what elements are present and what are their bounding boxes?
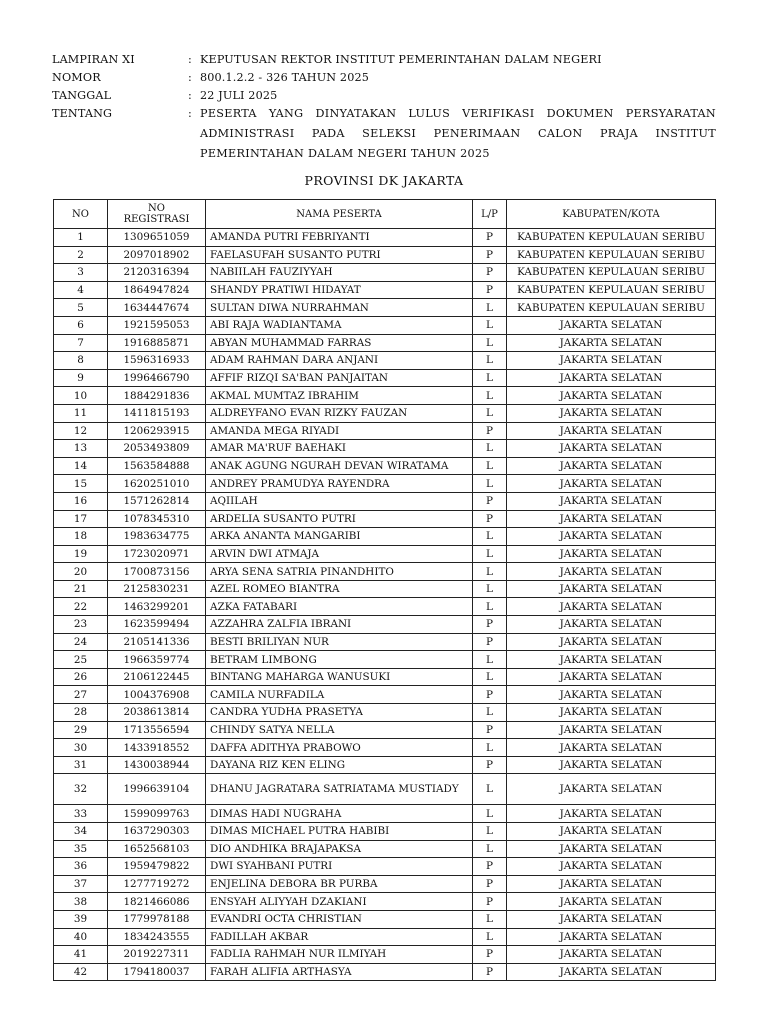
row-lp: L xyxy=(473,369,507,387)
row-lp: L xyxy=(473,545,507,563)
row-lp: L xyxy=(473,440,507,458)
row-kabupaten: JAKARTA SELATAN xyxy=(507,422,716,440)
table-row xyxy=(54,946,716,964)
table-body xyxy=(54,229,716,981)
table-row xyxy=(54,264,716,282)
row-no: 17 xyxy=(54,510,108,528)
row-kabupaten: JAKARTA SELATAN xyxy=(507,369,716,387)
table-row xyxy=(54,299,716,317)
table-row xyxy=(54,910,716,928)
row-registrasi: 1599099763 xyxy=(108,805,206,823)
row-lp: L xyxy=(473,704,507,722)
row-nama: AMANDA PUTRI FEBRIYANTI xyxy=(206,229,473,247)
row-kabupaten: JAKARTA SELATAN xyxy=(507,963,716,981)
row-lp: L xyxy=(473,910,507,928)
row-kabupaten: JAKARTA SELATAN xyxy=(507,686,716,704)
row-nama: BINTANG MAHARGA WANUSUKI xyxy=(206,668,473,686)
row-kabupaten: JAKARTA SELATAN xyxy=(507,668,716,686)
row-no: 18 xyxy=(54,528,108,546)
table-row xyxy=(54,404,716,422)
row-lp: L xyxy=(473,316,507,334)
row-kabupaten: JAKARTA SELATAN xyxy=(507,756,716,774)
table-row xyxy=(54,928,716,946)
row-registrasi: 1884291836 xyxy=(108,387,206,405)
row-kabupaten: JAKARTA SELATAN xyxy=(507,616,716,634)
table-row xyxy=(54,858,716,876)
row-nama: ADAM RAHMAN DARA ANJANI xyxy=(206,352,473,370)
row-lp: P xyxy=(473,721,507,739)
document-header xyxy=(52,51,716,164)
row-registrasi: 1430038944 xyxy=(108,756,206,774)
row-no: 41 xyxy=(54,946,108,964)
table-row xyxy=(54,387,716,405)
row-no: 31 xyxy=(54,756,108,774)
row-lp: P xyxy=(473,963,507,981)
row-kabupaten: JAKARTA SELATAN xyxy=(507,580,716,598)
row-no: 10 xyxy=(54,387,108,405)
row-registrasi: 2106122445 xyxy=(108,668,206,686)
row-lp: P xyxy=(473,893,507,911)
row-lp: L xyxy=(473,457,507,475)
row-registrasi: 1596316933 xyxy=(108,352,206,370)
row-nama: EVANDRI OCTA CHRISTIAN xyxy=(206,910,473,928)
row-nama: AFFIF RIZQI SA'BAN PANJAITAN xyxy=(206,369,473,387)
row-registrasi: 1959479822 xyxy=(108,858,206,876)
row-nama: CANDRA YUDHA PRASETYA xyxy=(206,704,473,722)
row-no: 14 xyxy=(54,457,108,475)
row-nama: AZKA FATABARI xyxy=(206,598,473,616)
row-kabupaten: KABUPATEN KEPULAUAN SERIBU xyxy=(507,229,716,247)
table-row xyxy=(54,369,716,387)
row-no: 23 xyxy=(54,616,108,634)
tanggal-label: TANGGAL xyxy=(52,89,112,102)
table-row xyxy=(54,633,716,651)
row-nama: ENSYAH ALIYYAH DZAKIANI xyxy=(206,893,473,911)
row-kabupaten: JAKARTA SELATAN xyxy=(507,651,716,669)
tanggal-value: 22 JULI 2025 xyxy=(200,89,278,102)
row-no: 40 xyxy=(54,928,108,946)
row-registrasi: 1637290303 xyxy=(108,823,206,841)
row-kabupaten: JAKARTA SELATAN xyxy=(507,946,716,964)
row-no: 25 xyxy=(54,651,108,669)
row-nama: ABYAN MUHAMMAD FARRAS xyxy=(206,334,473,352)
row-kabupaten: KABUPATEN KEPULAUAN SERIBU xyxy=(507,299,716,317)
row-nama: ANDREY PRAMUDYA RAYENDRA xyxy=(206,475,473,493)
row-no: 22 xyxy=(54,598,108,616)
row-lp: L xyxy=(473,805,507,823)
row-lp: P xyxy=(473,616,507,634)
row-lp: L xyxy=(473,598,507,616)
row-registrasi: 1004376908 xyxy=(108,686,206,704)
header-tanggal xyxy=(52,87,716,105)
col-header-no: NO xyxy=(54,200,108,229)
table-row xyxy=(54,440,716,458)
row-kabupaten: JAKARTA SELATAN xyxy=(507,404,716,422)
row-registrasi: 1620251010 xyxy=(108,475,206,493)
row-registrasi: 1821466086 xyxy=(108,893,206,911)
row-lp: L xyxy=(473,387,507,405)
lampiran-colon: : xyxy=(188,53,192,66)
row-kabupaten: KABUPATEN KEPULAUAN SERIBU xyxy=(507,281,716,299)
row-no: 4 xyxy=(54,281,108,299)
table-row xyxy=(54,545,716,563)
row-lp: L xyxy=(473,739,507,757)
table-row xyxy=(54,457,716,475)
row-nama: DIMAS MICHAEL PUTRA HABIBI xyxy=(206,823,473,841)
row-registrasi: 1834243555 xyxy=(108,928,206,946)
row-kabupaten: JAKARTA SELATAN xyxy=(507,823,716,841)
row-no: 16 xyxy=(54,492,108,510)
row-registrasi: 2038613814 xyxy=(108,704,206,722)
col-header-nama: NAMA PESERTA xyxy=(206,200,473,229)
table-row xyxy=(54,475,716,493)
row-kabupaten: JAKARTA SELATAN xyxy=(507,875,716,893)
row-lp: P xyxy=(473,756,507,774)
row-lp: P xyxy=(473,510,507,528)
row-kabupaten: JAKARTA SELATAN xyxy=(507,893,716,911)
table-row xyxy=(54,668,716,686)
row-registrasi: 1206293915 xyxy=(108,422,206,440)
participants-table xyxy=(53,199,716,981)
table-row xyxy=(54,651,716,669)
row-registrasi: 1411815193 xyxy=(108,404,206,422)
row-nama: DIMAS HADI NUGRAHA xyxy=(206,805,473,823)
row-no: 36 xyxy=(54,858,108,876)
col-header-registrasi-line2: REGISTRASI xyxy=(123,214,190,225)
row-registrasi: 1463299201 xyxy=(108,598,206,616)
row-lp: P xyxy=(473,492,507,510)
row-lp: L xyxy=(473,404,507,422)
row-nama: CAMILA NURFADILA xyxy=(206,686,473,704)
table-row xyxy=(54,580,716,598)
table-row xyxy=(54,229,716,247)
row-lp: P xyxy=(473,264,507,282)
row-no: 28 xyxy=(54,704,108,722)
row-kabupaten: JAKARTA SELATAN xyxy=(507,440,716,458)
row-kabupaten: JAKARTA SELATAN xyxy=(507,352,716,370)
row-no: 29 xyxy=(54,721,108,739)
row-registrasi: 2125830231 xyxy=(108,580,206,598)
row-registrasi: 2019227311 xyxy=(108,946,206,964)
row-nama: FADLIA RAHMAH NUR ILMIYAH xyxy=(206,946,473,964)
row-kabupaten: JAKARTA SELATAN xyxy=(507,633,716,651)
row-nama: ARKA ANANTA MANGARIBI xyxy=(206,528,473,546)
row-no: 42 xyxy=(54,963,108,981)
table-row xyxy=(54,316,716,334)
row-registrasi: 1700873156 xyxy=(108,563,206,581)
row-no: 39 xyxy=(54,910,108,928)
row-lp: L xyxy=(473,928,507,946)
row-registrasi: 1794180037 xyxy=(108,963,206,981)
row-registrasi: 2120316394 xyxy=(108,264,206,282)
table-row xyxy=(54,422,716,440)
row-lp: L xyxy=(473,334,507,352)
table-row xyxy=(54,840,716,858)
row-registrasi: 1563584888 xyxy=(108,457,206,475)
row-kabupaten: JAKARTA SELATAN xyxy=(507,492,716,510)
row-nama: ARVIN DWI ATMAJA xyxy=(206,545,473,563)
row-registrasi: 1571262814 xyxy=(108,492,206,510)
row-kabupaten: JAKARTA SELATAN xyxy=(507,598,716,616)
col-header-registrasi xyxy=(108,200,206,229)
row-kabupaten: JAKARTA SELATAN xyxy=(507,858,716,876)
row-registrasi: 1996639104 xyxy=(108,774,206,805)
row-kabupaten: JAKARTA SELATAN xyxy=(507,545,716,563)
table-row xyxy=(54,704,716,722)
row-kabupaten: JAKARTA SELATAN xyxy=(507,316,716,334)
table-row xyxy=(54,492,716,510)
header-tentang xyxy=(52,105,716,164)
row-nama: FADILLAH AKBAR xyxy=(206,928,473,946)
row-no: 34 xyxy=(54,823,108,841)
table-header-row xyxy=(54,200,716,229)
col-header-registrasi-line1: NO xyxy=(148,203,165,214)
row-registrasi: 1921595053 xyxy=(108,316,206,334)
tanggal-colon: : xyxy=(188,89,192,102)
row-nama: AMAR MA'RUF BAEHAKI xyxy=(206,440,473,458)
row-registrasi: 1277719272 xyxy=(108,875,206,893)
row-no: 9 xyxy=(54,369,108,387)
row-registrasi: 1078345310 xyxy=(108,510,206,528)
row-kabupaten: JAKARTA SELATAN xyxy=(507,928,716,946)
row-registrasi: 1983634775 xyxy=(108,528,206,546)
row-lp: L xyxy=(473,299,507,317)
row-registrasi: 1864947824 xyxy=(108,281,206,299)
row-no: 32 xyxy=(54,774,108,805)
row-registrasi: 1652568103 xyxy=(108,840,206,858)
nomor-label: NOMOR xyxy=(52,71,101,84)
header-lampiran xyxy=(52,51,716,69)
row-lp: P xyxy=(473,875,507,893)
row-no: 6 xyxy=(54,316,108,334)
row-nama: DWI SYAHBANI PUTRI xyxy=(206,858,473,876)
table-row xyxy=(54,528,716,546)
row-nama: AZZAHRA ZALFIA IBRANI xyxy=(206,616,473,634)
row-no: 19 xyxy=(54,545,108,563)
row-registrasi: 1779978188 xyxy=(108,910,206,928)
row-no: 21 xyxy=(54,580,108,598)
row-nama: DHANU JAGRATARA SATRIATAMA MUSTIADY xyxy=(206,774,473,805)
row-no: 37 xyxy=(54,875,108,893)
row-no: 15 xyxy=(54,475,108,493)
province-title: PROVINSI DK JAKARTA xyxy=(304,173,464,188)
row-no: 11 xyxy=(54,404,108,422)
row-no: 13 xyxy=(54,440,108,458)
row-kabupaten: JAKARTA SELATAN xyxy=(507,739,716,757)
table-row xyxy=(54,893,716,911)
row-lp: P xyxy=(473,633,507,651)
row-kabupaten: JAKARTA SELATAN xyxy=(507,910,716,928)
row-lp: L xyxy=(473,651,507,669)
row-kabupaten: KABUPATEN KEPULAUAN SERIBU xyxy=(507,246,716,264)
row-kabupaten: KABUPATEN KEPULAUAN SERIBU xyxy=(507,264,716,282)
row-nama: FAELASUFAH SUSANTO PUTRI xyxy=(206,246,473,264)
row-lp: P xyxy=(473,858,507,876)
row-registrasi: 1634447674 xyxy=(108,299,206,317)
row-no: 26 xyxy=(54,668,108,686)
row-no: 12 xyxy=(54,422,108,440)
table-row xyxy=(54,756,716,774)
row-lp: L xyxy=(473,580,507,598)
table-row xyxy=(54,334,716,352)
nomor-colon: : xyxy=(188,71,192,84)
row-registrasi: 1966359774 xyxy=(108,651,206,669)
row-nama: SHANDY PRATIWI HIDAYAT xyxy=(206,281,473,299)
row-registrasi: 1713556594 xyxy=(108,721,206,739)
table-row xyxy=(54,616,716,634)
row-lp: L xyxy=(473,563,507,581)
table-row xyxy=(54,823,716,841)
row-nama: AZEL ROMEO BIANTRA xyxy=(206,580,473,598)
row-nama: ENJELINA DEBORA BR PURBA xyxy=(206,875,473,893)
row-nama: DAYANA RIZ KEN ELING xyxy=(206,756,473,774)
row-no: 7 xyxy=(54,334,108,352)
row-nama: BESTI BRILIYAN NUR xyxy=(206,633,473,651)
row-registrasi: 2097018902 xyxy=(108,246,206,264)
header-nomor xyxy=(52,69,716,87)
row-nama: AQIILAH xyxy=(206,492,473,510)
row-lp: L xyxy=(473,823,507,841)
table-row xyxy=(54,598,716,616)
row-nama: DIO ANDHIKA BRAJAPAKSA xyxy=(206,840,473,858)
table-row xyxy=(54,739,716,757)
row-lp: L xyxy=(473,528,507,546)
row-nama: BETRAM LIMBONG xyxy=(206,651,473,669)
table-row xyxy=(54,246,716,264)
row-lp: P xyxy=(473,946,507,964)
col-header-lp: L/P xyxy=(473,200,507,229)
row-nama: SULTAN DIWA NURRAHMAN xyxy=(206,299,473,317)
row-lp: L xyxy=(473,774,507,805)
row-registrasi: 2053493809 xyxy=(108,440,206,458)
row-no: 3 xyxy=(54,264,108,282)
row-lp: L xyxy=(473,352,507,370)
row-registrasi: 1309651059 xyxy=(108,229,206,247)
row-kabupaten: JAKARTA SELATAN xyxy=(507,457,716,475)
row-registrasi: 1623599494 xyxy=(108,616,206,634)
row-lp: L xyxy=(473,668,507,686)
table-row xyxy=(54,352,716,370)
table-row xyxy=(54,875,716,893)
row-kabupaten: JAKARTA SELATAN xyxy=(507,704,716,722)
row-kabupaten: JAKARTA SELATAN xyxy=(507,840,716,858)
row-nama: ANAK AGUNG NGURAH DEVAN WIRATAMA xyxy=(206,457,473,475)
nomor-value: 800.1.2.2 - 326 TAHUN 2025 xyxy=(200,71,370,84)
tentang-colon: : xyxy=(188,107,192,120)
row-kabupaten: JAKARTA SELATAN xyxy=(507,528,716,546)
row-no: 5 xyxy=(54,299,108,317)
table-row xyxy=(54,563,716,581)
lampiran-label: LAMPIRAN XI xyxy=(52,53,135,66)
row-lp: L xyxy=(473,840,507,858)
row-kabupaten: JAKARTA SELATAN xyxy=(507,387,716,405)
row-kabupaten: JAKARTA SELATAN xyxy=(507,334,716,352)
row-no: 33 xyxy=(54,805,108,823)
table-row xyxy=(54,686,716,704)
row-lp: P xyxy=(473,246,507,264)
table-row xyxy=(54,721,716,739)
table-row xyxy=(54,805,716,823)
row-no: 24 xyxy=(54,633,108,651)
row-no: 38 xyxy=(54,893,108,911)
table-row xyxy=(54,963,716,981)
row-no: 1 xyxy=(54,229,108,247)
table-row xyxy=(54,281,716,299)
row-no: 27 xyxy=(54,686,108,704)
row-nama: FARAH ALIFIA ARTHASYA xyxy=(206,963,473,981)
row-kabupaten: JAKARTA SELATAN xyxy=(507,475,716,493)
row-nama: ABI RAJA WADIANTAMA xyxy=(206,316,473,334)
row-lp: P xyxy=(473,281,507,299)
row-nama: ARYA SENA SATRIA PINANDHITO xyxy=(206,563,473,581)
row-lp: L xyxy=(473,475,507,493)
row-no: 35 xyxy=(54,840,108,858)
table-row xyxy=(54,774,716,805)
row-nama: AMANDA MEGA RIYADI xyxy=(206,422,473,440)
row-registrasi: 1996466790 xyxy=(108,369,206,387)
row-nama: AKMAL MUMTAZ IBRAHIM xyxy=(206,387,473,405)
lampiran-value: KEPUTUSAN REKTOR INSTITUT PEMERINTAHAN DALAM NEGERI xyxy=(200,53,602,66)
row-registrasi: 2105141336 xyxy=(108,633,206,651)
row-kabupaten: JAKARTA SELATAN xyxy=(507,721,716,739)
tentang-value: PESERTA YANG DINYATAKAN LULUS VERIFIKASI DOKUMEN PERSYARATAN ADMINISTRASI PADA SELEKSI PENERIMAAN CALON PRAJA INSTITUT PEMERINTAHAN DALAM NEGERI TAHUN 2025 xyxy=(200,107,716,160)
row-nama: DAFFA ADITHYA PRABOWO xyxy=(206,739,473,757)
row-no: 20 xyxy=(54,563,108,581)
row-nama: ALDREYFANO EVAN RIZKY FAUZAN xyxy=(206,404,473,422)
row-nama: CHINDY SATYA NELLA xyxy=(206,721,473,739)
row-registrasi: 1916885871 xyxy=(108,334,206,352)
table-row xyxy=(54,510,716,528)
row-kabupaten: JAKARTA SELATAN xyxy=(507,805,716,823)
row-registrasi: 1433918552 xyxy=(108,739,206,757)
tentang-label: TENTANG xyxy=(52,107,113,120)
row-lp: P xyxy=(473,229,507,247)
row-kabupaten: JAKARTA SELATAN xyxy=(507,510,716,528)
row-kabupaten: JAKARTA SELATAN xyxy=(507,774,716,805)
row-lp: P xyxy=(473,422,507,440)
row-no: 2 xyxy=(54,246,108,264)
row-no: 30 xyxy=(54,739,108,757)
row-nama: NABIILAH FAUZIYYAH xyxy=(206,264,473,282)
row-kabupaten: JAKARTA SELATAN xyxy=(507,563,716,581)
row-nama: ARDELIA SUSANTO PUTRI xyxy=(206,510,473,528)
row-lp: P xyxy=(473,686,507,704)
row-registrasi: 1723020971 xyxy=(108,545,206,563)
col-header-kabupaten: KABUPATEN/KOTA xyxy=(507,200,716,229)
row-no: 8 xyxy=(54,352,108,370)
